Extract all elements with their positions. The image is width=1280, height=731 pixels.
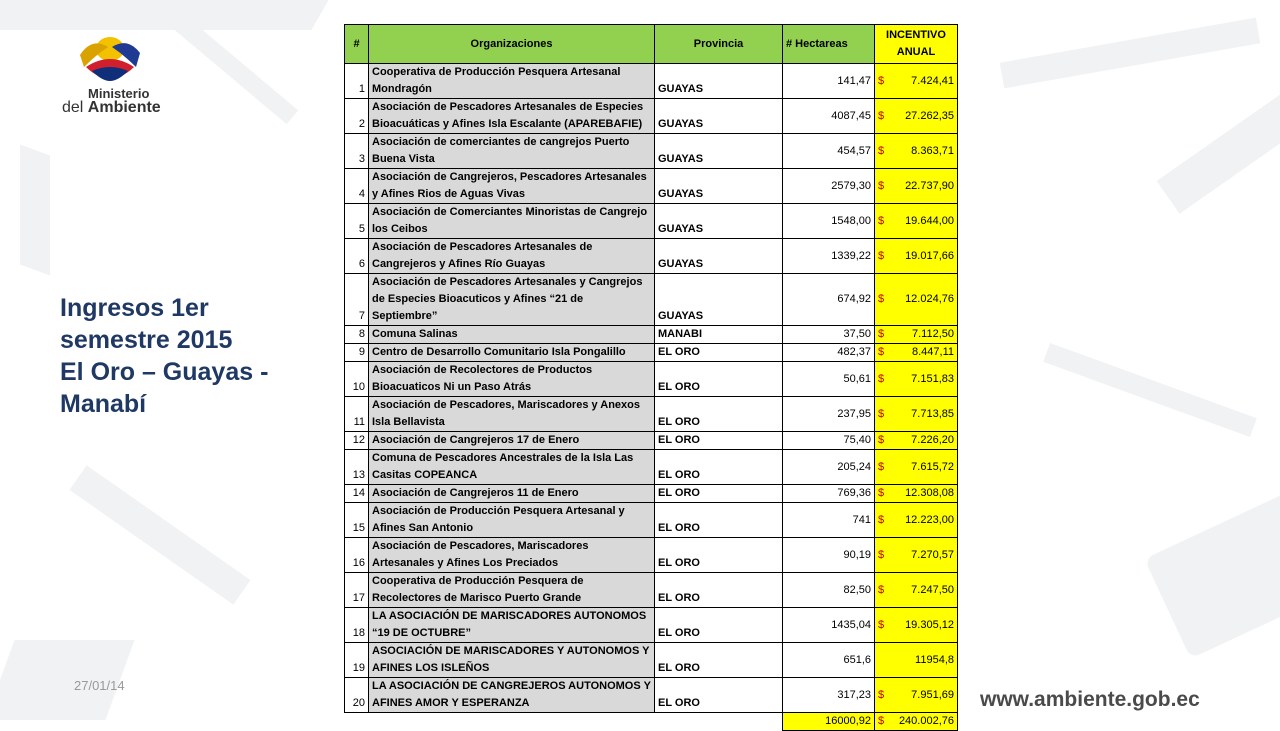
hectareas: 651,6 <box>783 643 875 678</box>
incentivo-anual <box>875 99 958 134</box>
incentivo-value: 7.270,57 <box>911 548 954 561</box>
background-shape <box>1157 66 1280 213</box>
province: GUAYAS <box>655 274 783 326</box>
header-number: # <box>345 25 369 64</box>
website-url: www.ambiente.gob.ec <box>980 688 1200 711</box>
total-spacer <box>655 713 783 731</box>
organization-name: Asociación de Pescadores, Mariscadores Artesanales y Afines Los Preciados <box>369 538 655 573</box>
currency-symbol: $ <box>878 346 885 358</box>
province: MANABI <box>655 326 783 344</box>
table-row <box>345 274 958 326</box>
total-spacer <box>369 713 655 731</box>
hectareas: 90,19 <box>783 538 875 573</box>
row-number: 14 <box>345 485 369 503</box>
table-row <box>345 608 958 643</box>
organization-name: LA ASOCIACIÓN DE MARISCADORES AUTONOMOS “19 DE OCTUBRE” <box>369 608 655 643</box>
incentivo-value: 7.615,72 <box>911 460 954 473</box>
incentivo-anual <box>875 397 958 432</box>
currency-symbol: $ <box>878 460 885 473</box>
background-shape <box>172 14 298 124</box>
organization-name: Cooperativa de Producción Pesquera de Recolectores de Marisco Puerto Grande <box>369 573 655 608</box>
province: EL ORO <box>655 485 783 503</box>
province: EL ORO <box>655 344 783 362</box>
organization-name: Comuna Salinas <box>369 326 655 344</box>
incentivo-anual <box>875 450 958 485</box>
row-number: 7 <box>345 274 369 326</box>
table-header-row <box>345 25 958 64</box>
background-shape <box>1043 343 1257 437</box>
table-row <box>345 503 958 538</box>
incentivo-anual <box>875 274 958 326</box>
incentivo-value: 19.017,66 <box>905 249 954 262</box>
currency-symbol: $ <box>878 487 885 499</box>
row-number: 6 <box>345 239 369 274</box>
total-hectareas: 16000,92 <box>783 713 875 731</box>
table-row <box>345 344 958 362</box>
province: GUAYAS <box>655 64 783 99</box>
organization-name: Asociación de Cangrejeros, Pescadores Artesanales y Afines Rios de Aguas Vivas <box>369 169 655 204</box>
background-shape <box>0 0 329 30</box>
row-number: 10 <box>345 362 369 397</box>
incentivo-anual <box>875 573 958 608</box>
currency-symbol: $ <box>878 715 885 727</box>
province: EL ORO <box>655 450 783 485</box>
row-number: 4 <box>345 169 369 204</box>
row-number: 15 <box>345 503 369 538</box>
table-row <box>345 432 958 450</box>
total-incentivo-value: 240.002,76 <box>898 715 954 727</box>
row-number: 17 <box>345 573 369 608</box>
row-number: 12 <box>345 432 369 450</box>
hectareas: 741 <box>783 503 875 538</box>
province: GUAYAS <box>655 134 783 169</box>
currency-symbol: $ <box>878 434 885 446</box>
incentivo-anual <box>875 643 958 678</box>
organization-name: ASOCIACIÓN DE MARISCADORES Y AUTONOMOS Y AFINES LOS ISLEÑOS <box>369 643 655 678</box>
table-row <box>345 678 958 713</box>
table-row <box>345 485 958 503</box>
table-row <box>345 239 958 274</box>
province: EL ORO <box>655 643 783 678</box>
table-row <box>345 204 958 239</box>
currency-symbol: $ <box>878 179 885 192</box>
organization-name: Asociación de Recolectores de Productos Bioacuaticos Ni un Paso Atrás <box>369 362 655 397</box>
organization-name: LA ASOCIACIÓN DE CANGREJEROS AUTONOMOS Y AFINES AMOR Y ESPERANZA <box>369 678 655 713</box>
table-row <box>345 362 958 397</box>
row-number: 11 <box>345 397 369 432</box>
header-incentivo-anual <box>875 25 958 64</box>
organization-name: Asociación de comerciantes de cangrejos Puerto Buena Vista <box>369 134 655 169</box>
currency-symbol: $ <box>878 249 885 262</box>
hectareas: 82,50 <box>783 573 875 608</box>
ministry-emblem-icon <box>70 33 150 89</box>
hectareas: 205,24 <box>783 450 875 485</box>
organization-name: Asociación de Pescadores Artesanales de Especies Bioacuáticas y Afines Isla Escalante (APAREBAFIE) <box>369 99 655 134</box>
incentivo-value: 7.247,50 <box>911 583 954 596</box>
hectareas: 317,23 <box>783 678 875 713</box>
province: GUAYAS <box>655 204 783 239</box>
table-row <box>345 450 958 485</box>
header-incentivo-line: INCENTIVO <box>886 29 946 41</box>
incentivo-value: 7.713,85 <box>911 407 954 420</box>
incentivo-anual <box>875 204 958 239</box>
row-number: 16 <box>345 538 369 573</box>
currency-symbol: $ <box>878 144 885 157</box>
incentivo-anual <box>875 134 958 169</box>
hectareas: 2579,30 <box>783 169 875 204</box>
hectareas: 237,95 <box>783 397 875 432</box>
table-row <box>345 64 958 99</box>
organization-name: Asociación de Pescadores Artesanales de Cangrejeros y Afines Río Guayas <box>369 239 655 274</box>
total-row <box>345 713 958 731</box>
row-number: 1 <box>345 64 369 99</box>
row-number: 8 <box>345 326 369 344</box>
logo-text-del: del <box>62 99 88 116</box>
background-shape <box>1000 18 1261 89</box>
incentivo-anual <box>875 485 958 503</box>
row-number: 18 <box>345 608 369 643</box>
province: GUAYAS <box>655 99 783 134</box>
incentivo-value: 7.226,20 <box>911 434 954 446</box>
background-shape <box>20 145 50 276</box>
incentivo-value: 12.223,00 <box>905 513 954 526</box>
organization-name: Asociación de Comerciantes Minoristas de Cangrejo los Ceibos <box>369 204 655 239</box>
incentivo-value: 8.363,71 <box>911 144 954 157</box>
incentivo-anual <box>875 326 958 344</box>
currency-symbol: $ <box>878 214 885 227</box>
province: EL ORO <box>655 503 783 538</box>
incentivo-value: 8.447,11 <box>911 346 954 358</box>
organization-name: Asociación de Cangrejeros 17 de Enero <box>369 432 655 450</box>
currency-symbol: $ <box>878 74 885 87</box>
incentive-table <box>344 24 958 731</box>
table-row <box>345 169 958 204</box>
hectareas: 1548,00 <box>783 204 875 239</box>
province: GUAYAS <box>655 239 783 274</box>
organization-name: Asociación de Cangrejeros 11 de Enero <box>369 485 655 503</box>
incentivo-value: 7.424,41 <box>911 74 954 87</box>
table-row <box>345 538 958 573</box>
organization-name: Centro de Desarrollo Comunitario Isla Pongalillo <box>369 344 655 362</box>
currency-symbol: $ <box>878 293 885 305</box>
logo-text-ambiente-bold: Ambiente <box>87 99 161 116</box>
table-row <box>345 326 958 344</box>
currency-symbol: $ <box>878 548 885 561</box>
table-row <box>345 643 958 678</box>
currency-symbol: $ <box>878 372 885 385</box>
province: GUAYAS <box>655 169 783 204</box>
row-number: 9 <box>345 344 369 362</box>
hectareas: 674,92 <box>783 274 875 326</box>
incentivo-anual <box>875 344 958 362</box>
incentivo-value: 19.644,00 <box>905 214 954 227</box>
hectareas: 37,50 <box>783 326 875 344</box>
row-number: 13 <box>345 450 369 485</box>
slide-title <box>60 292 268 420</box>
hectareas: 75,40 <box>783 432 875 450</box>
currency-symbol: $ <box>878 583 885 596</box>
province: EL ORO <box>655 362 783 397</box>
table-row <box>345 99 958 134</box>
title-line: semestre 2015 <box>60 326 233 354</box>
organization-name: Asociación de Producción Pesquera Artesanal y Afines San Antonio <box>369 503 655 538</box>
currency-symbol: $ <box>878 513 885 526</box>
hectareas: 1435,04 <box>783 608 875 643</box>
incentivo-value: 7.151,83 <box>911 372 954 385</box>
title-line: El Oro – Guayas - <box>60 358 269 386</box>
logo-text-ambiente <box>62 99 161 117</box>
province: EL ORO <box>655 573 783 608</box>
incentivo-value: 19.305,12 <box>905 618 954 631</box>
organization-name: Cooperativa de Producción Pesquera Artesanal Mondragón <box>369 64 655 99</box>
background-shape <box>69 465 250 604</box>
incentivo-anual <box>875 239 958 274</box>
incentivo-value: 22.737,90 <box>905 179 954 192</box>
row-number: 20 <box>345 678 369 713</box>
slide-date: 27/01/14 <box>74 678 125 693</box>
province: EL ORO <box>655 608 783 643</box>
header-anual-line: ANUAL <box>896 46 936 58</box>
total-incentivo <box>875 713 958 731</box>
header-hectareas: # Hectareas <box>783 25 875 64</box>
table-row <box>345 573 958 608</box>
title-line: Ingresos 1er <box>60 294 209 322</box>
currency-symbol: $ <box>878 688 885 701</box>
incentivo-anual <box>875 169 958 204</box>
incentivo-value: 27.262,35 <box>905 109 954 122</box>
incentivo-anual <box>875 432 958 450</box>
province: EL ORO <box>655 397 783 432</box>
province: EL ORO <box>655 432 783 450</box>
organization-name: Comuna de Pescadores Ancestrales de la Isla Las Casitas COPEANCA <box>369 450 655 485</box>
hectareas: 50,61 <box>783 362 875 397</box>
hectareas: 454,57 <box>783 134 875 169</box>
incentivo-value: 11954,8 <box>915 653 954 666</box>
organization-name: Asociación de Pescadores Artesanales y Cangrejos de Especies Bioacuticos y Afines “21 de Septiembre” <box>369 274 655 326</box>
province: EL ORO <box>655 678 783 713</box>
currency-symbol: $ <box>878 109 885 122</box>
background-shape <box>1144 491 1280 658</box>
table-row <box>345 397 958 432</box>
currency-symbol: $ <box>878 328 885 340</box>
ministerio-logo <box>62 33 161 117</box>
hectareas: 141,47 <box>783 64 875 99</box>
incentivo-anual <box>875 362 958 397</box>
incentivo-value: 12.024,76 <box>905 293 954 305</box>
incentivo-anual <box>875 608 958 643</box>
header-organizaciones: Organizaciones <box>369 25 655 64</box>
hectareas: 1339,22 <box>783 239 875 274</box>
hectareas: 4087,45 <box>783 99 875 134</box>
incentivo-value: 7.112,50 <box>911 328 954 340</box>
incentivo-value: 7.951,69 <box>911 688 954 701</box>
row-number: 5 <box>345 204 369 239</box>
row-number: 2 <box>345 99 369 134</box>
title-line: Manabí <box>60 390 147 418</box>
province: EL ORO <box>655 538 783 573</box>
table-row <box>345 134 958 169</box>
currency-symbol: $ <box>878 407 885 420</box>
incentivo-value: 12.308,08 <box>905 487 954 499</box>
incentivo-anual <box>875 538 958 573</box>
row-number: 3 <box>345 134 369 169</box>
hectareas: 769,36 <box>783 485 875 503</box>
incentivo-anual <box>875 678 958 713</box>
logo-text-ministerio: Ministerio <box>88 86 150 101</box>
hectareas: 482,37 <box>783 344 875 362</box>
incentivo-anual <box>875 64 958 99</box>
organization-name: Asociación de Pescadores, Mariscadores y Anexos Isla Bellavista <box>369 397 655 432</box>
header-provincia: Provincia <box>655 25 783 64</box>
total-spacer <box>345 713 369 731</box>
row-number: 19 <box>345 643 369 678</box>
incentivo-anual <box>875 503 958 538</box>
currency-symbol: $ <box>878 618 885 631</box>
